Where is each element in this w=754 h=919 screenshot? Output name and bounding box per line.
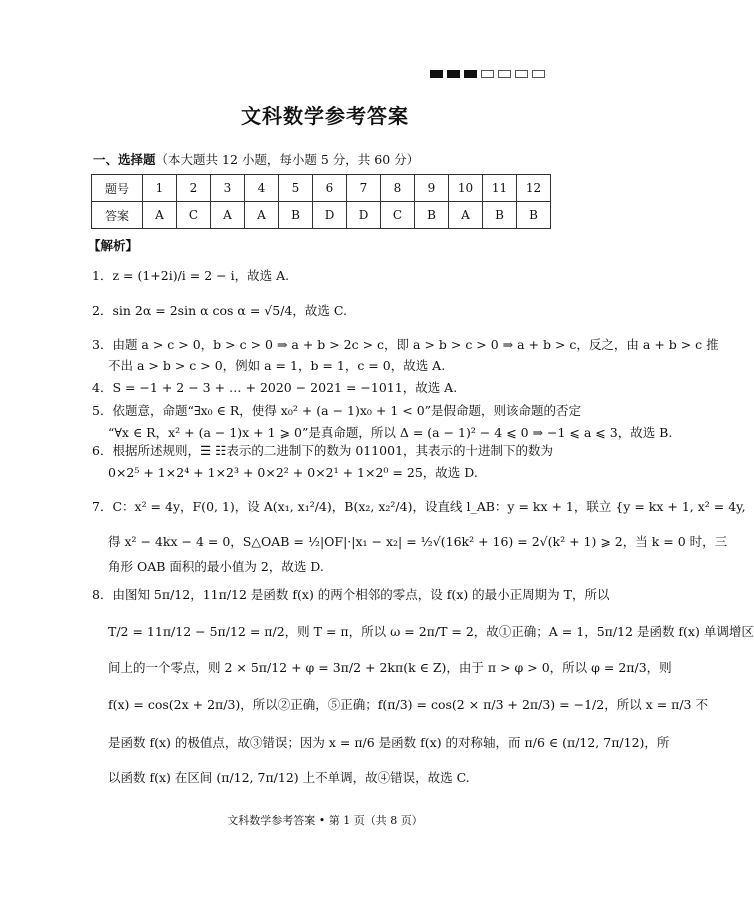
question-number: 6 (313, 175, 347, 202)
answer-cell: C (177, 202, 211, 229)
solution-line: f(x) = cos(2x + 2π/3)，所以②正确，⑤正确；f(π/3) = cos(2 × π/3 + 2π/3) = −1/2，所以 x = π/3 不 (108, 697, 708, 712)
indicator-square-empty (481, 70, 494, 78)
solution-line: “∀x ∈ R，x² + (a − 1)x + 1 ⩾ 0”是真命题，所以 Δ = (a − 1)² − 4 ⩽ 0 ⇒ −1 ⩽ a ⩽ 3，故选 B. (108, 425, 673, 440)
table-row-answers (92, 202, 551, 229)
page-footer: 文科数学参考答案 • 第 1 页（共 8 页） (227, 814, 423, 827)
solution-line: T/2 = 11π/12 − 5π/12 = π/2，则 T = π，所以 ω = 2π/T = 2，故①正确；A = 1，5π/12 是函数 f(x) 单调增区 (108, 624, 754, 639)
answer-cell: C (381, 202, 415, 229)
question-number: 3 (211, 175, 245, 202)
answer-cell: B (517, 202, 551, 229)
solution-line: 是函数 f(x) 的极值点，故③错误；因为 x = π/6 是函数 f(x) 的对称轴，而 π/6 ∈ (π/12, 7π/12)，所 (108, 735, 670, 750)
question-number: 12 (517, 175, 551, 202)
question-number: 9 (415, 175, 449, 202)
section-heading (93, 150, 419, 168)
section-note: （本大题共 12 小题，每小题 5 分，共 60 分） (155, 152, 420, 167)
solution-line: 6．根据所述规则，☰ ☷表示的二进制下的数为 011001，其表示的十进制下的数为 (92, 443, 554, 458)
solution-line: 1．z = (1+2i)/i = 2 − i，故选 A. (92, 268, 290, 283)
answer-cell: A (245, 202, 279, 229)
answer-cell: A (143, 202, 177, 229)
row-header-answer: 答案 (92, 202, 143, 229)
solution-line: 2．sin 2α = 2sin α cos α = √5/4，故选 C. (92, 303, 347, 318)
solution-line: 8．由图知 5π/12，11π/12 是函数 f(x) 的两个相邻的零点，设 f(x) 的最小正周期为 T，所以 (92, 587, 610, 602)
question-number: 5 (279, 175, 313, 202)
solution-line: 不出 a > b > c > 0，例如 a = 1，b = 1，c = 0，故选 A. (108, 358, 446, 373)
page-indicator (430, 70, 545, 78)
answer-cell: D (347, 202, 381, 229)
indicator-square-filled (464, 70, 477, 78)
solution-line: 3．由题 a > c > 0，b > c > 0 ⇒ a + b > 2c > c，即 a > b > c > 0 ⇒ a + b > c，反之，由 a + b > c 推 (92, 337, 719, 352)
indicator-square-empty (498, 70, 511, 78)
solution-line: 间上的一个零点，则 2 × 5π/12 + φ = 3π/2 + 2kπ(k ∈ Z)，由于 π > φ > 0，所以 φ = 2π/3，则 (108, 660, 672, 675)
question-number: 1 (143, 175, 177, 202)
solution-line: 以函数 f(x) 在区间 (π/12, 7π/12) 上不单调，故④错误，故选 C. (108, 770, 470, 785)
indicator-square-empty (532, 70, 545, 78)
answer-cell: B (483, 202, 517, 229)
question-number: 7 (347, 175, 381, 202)
solution-line: 得 x² − 4kx − 4 = 0，S△OAB = ½|OF|·|x₁ − x₂| = ½√(16k² + 16) = 2√(k² + 1) ⩾ 2，当 k = 0 时，三 (108, 534, 728, 549)
analysis-heading: 【解析】 (88, 238, 139, 253)
solution-line: 4．S = −1 + 2 − 3 + … + 2020 − 2021 = −1011，故选 A. (92, 380, 458, 395)
indicator-square-empty (515, 70, 528, 78)
section-label: 一、选择题 (93, 152, 156, 167)
page-title: 文科数学参考答案 (241, 104, 409, 128)
answer-table (91, 174, 551, 229)
question-number: 11 (483, 175, 517, 202)
answer-cell: A (211, 202, 245, 229)
solution-line: 角形 OAB 面积的最小值为 2，故选 D. (108, 559, 324, 574)
answer-cell: A (449, 202, 483, 229)
question-number: 2 (177, 175, 211, 202)
solution-line: 5．依题意，命题“∃x₀ ∈ R，使得 x₀² + (a − 1)x₀ + 1 < 0”是假命题，则该命题的否定 (92, 403, 582, 418)
table-row-numbers (92, 175, 551, 202)
solution-line: 0×2⁵ + 1×2⁴ + 1×2³ + 0×2² + 0×2¹ + 1×2⁰ = 25，故选 D. (108, 465, 478, 480)
row-header-number: 题号 (92, 175, 143, 202)
solution-line: 7．C：x² = 4y，F(0, 1)，设 A(x₁, x₁²/4)，B(x₂, x₂²/4)，设直线 l_AB：y = kx + 1，联立 {y = kx + 1, x² = 4y, (92, 499, 746, 514)
question-number: 10 (449, 175, 483, 202)
question-number: 8 (381, 175, 415, 202)
indicator-square-filled (430, 70, 443, 78)
answer-cell: B (279, 202, 313, 229)
indicator-square-filled (447, 70, 460, 78)
answer-cell: B (415, 202, 449, 229)
question-number: 4 (245, 175, 279, 202)
answer-cell: D (313, 202, 347, 229)
